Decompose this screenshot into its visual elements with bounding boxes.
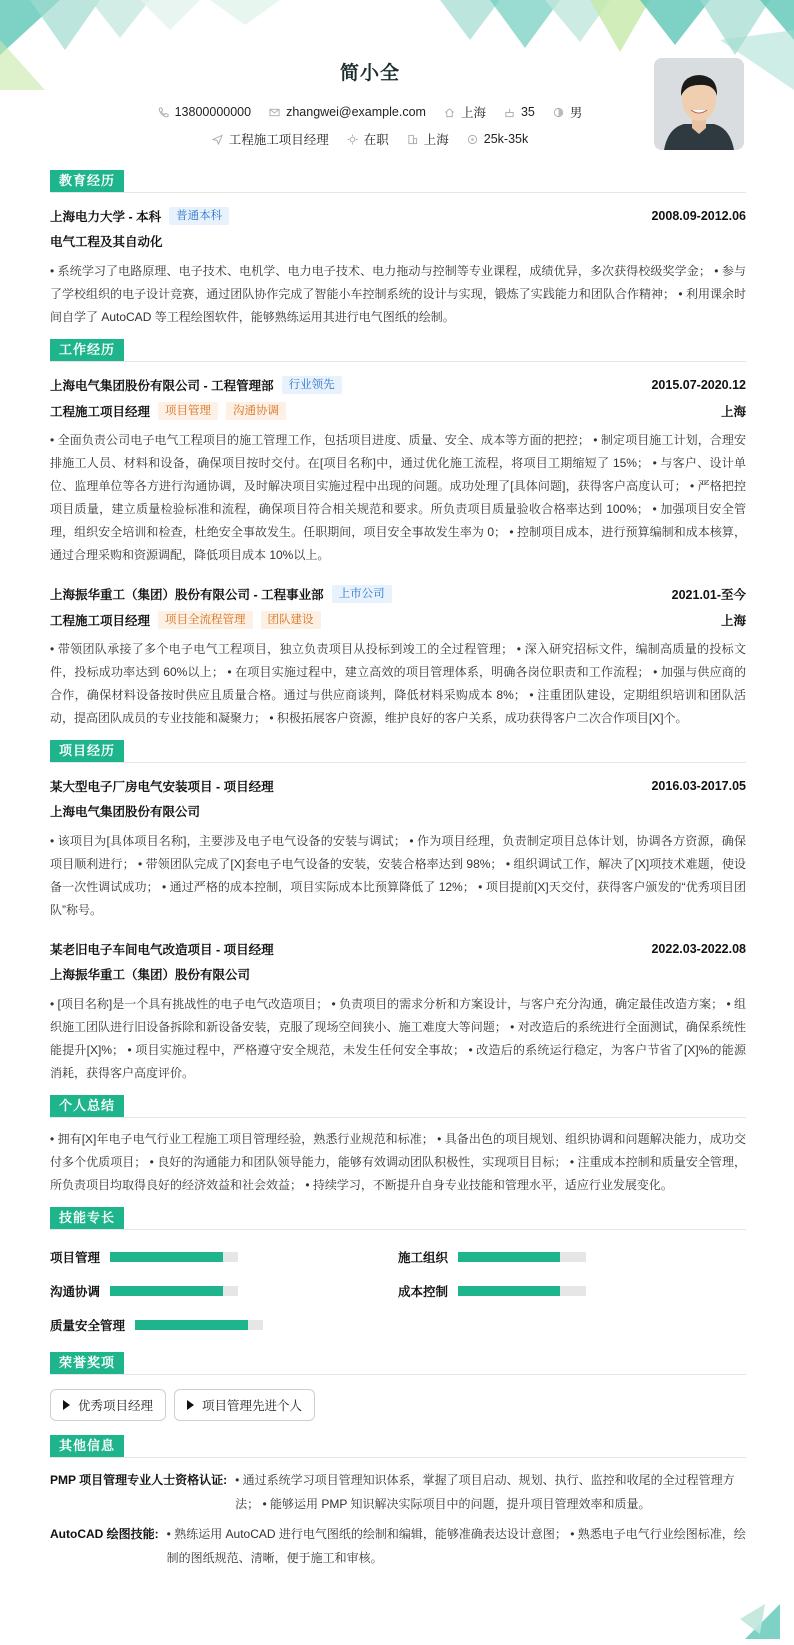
company-name: 上海振华重工（集团）股份有限公司 - 工程事业部: [50, 588, 324, 602]
awards-title: 荣誉奖项: [50, 1352, 124, 1374]
status-icon: [347, 134, 358, 145]
skill-bar-fill: [110, 1252, 223, 1262]
send-icon: [212, 134, 223, 145]
target-city-text: 上海: [423, 133, 449, 147]
education-desc: • 系统学习了电路原理、电子技术、电机学、电力电子技术、电力拖动与控制等专业课程，成绩优异，多次获得校级奖学金； • 参与了学校组织的电子设计竞赛，通过团队协作完成了智能小车控制系统的设计与实现，锻炼了实践能力和团队合作精神； • 利用课余时间自学了 AutoCAD 等工程绘图软件，能够熟练运用其进行电气图纸的绘制。: [50, 264, 746, 324]
phone-text: 13800000000: [174, 105, 252, 119]
salary-text: 25k-35k: [483, 132, 529, 146]
education-header: [50, 170, 746, 193]
other-text: • 通过系统学习项目管理知识体系，掌握了项目启动、规划、执行、监控和收尾的全过程管理方法； • 能够运用 PMP 知识解决实际项目中的问题，提升项目管理效率和质量。: [235, 1473, 735, 1511]
work-date: 2021.01-至今: [671, 588, 746, 602]
skill-bar-fill: [458, 1286, 560, 1296]
skill-bar-fill: [110, 1286, 223, 1296]
work-entry: [50, 372, 746, 567]
summary-header: [50, 1095, 746, 1118]
other-title: 其他信息: [50, 1435, 124, 1457]
education-date: 2008.09-2012.06: [651, 209, 746, 223]
project-company: 上海电气集团股份有限公司: [50, 805, 201, 819]
skill-item: [50, 1308, 398, 1342]
age-info: [504, 105, 535, 119]
education-title: 教育经历: [50, 170, 124, 192]
phone-icon: [158, 107, 169, 118]
work-city: 上海: [720, 405, 746, 419]
skills-title: 技能专长: [50, 1207, 124, 1229]
work-desc: • 全面负责公司电子电气工程项目的施工管理工作，包括项目进度、质量、安全、成本等方面的把控； • 制定项目施工计划，合理安排施工人员、材料和设备，确保项目按时交付。在[项目名称]中，通过优化施工流程，将项目工期缩短了 15%； • 与客户、设计单位、监理单位等各方进行沟通协调，及时解决项目实施过程中出现的问题。成功处理了[具体问题]，获得客户高度认可； • 严格把控项目质量，建立质量检验标准和流程，确保项目符合相关规范和要求。所负责项目质量验收合格率达到 100%； • 加强项目安全管理，组织安全培训和检查，杜绝安全事故发生。任职期间，项目安全事故发生率为 0； • 控制项目成本，进行预算编制和成本核算，通过合理采购和资源调配，降低项目成本 10%以上。: [50, 433, 746, 562]
avatar: [654, 58, 744, 150]
skill-tag: 项目管理: [158, 402, 218, 420]
play-icon: [63, 1400, 70, 1410]
position-info: [212, 130, 329, 148]
skill-tag: 团队建设: [261, 611, 321, 629]
school-name: 上海电力大学 - 本科: [50, 210, 162, 224]
project-name: 某老旧电子车间电气改造项目 - 项目经理: [50, 943, 274, 957]
work-city: 上海: [720, 614, 746, 628]
avatar-photo: [654, 58, 744, 150]
project-date: 2022.03-2022.08: [651, 942, 746, 956]
target-city-info: [407, 130, 449, 148]
major-name: 电气工程及其自动化: [50, 235, 163, 249]
job-intent-row: [0, 130, 740, 148]
salary-info: [467, 132, 528, 146]
home-icon: [444, 107, 455, 118]
work-desc: • 带领团队承接了多个电子电气工程项目，独立负责项目从投标到竣工的全过程管理； • 深入研究招标文件，编制高质量的投标文件，投标成功率达到 60%以上； • 在项目实施过程中，建立高效的项目管理体系，明确各岗位职责和工作流程； • 加强与供应商的合作，确保材料设备按时供应且质量合格。通过与供应商谈判，降低材料采购成本 8%； • 注重团队建设，定期组织培训和团队活动，提高团队成员的专业技能和凝聚力； • 积极拓展客户资源，维护良好的客户关系，成功获得客户二次合作项目[X]个。: [50, 642, 746, 725]
skill-bar: [458, 1252, 586, 1262]
work-date: 2015.07-2020.12: [651, 378, 746, 392]
award-label: 项目管理先进个人: [202, 1399, 303, 1413]
project-desc: • [项目名称]是一个具有挑战性的电子电气改造项目； • 负责项目的需求分析和方案设计，与客户充分沟通，确定最佳改造方案； • 组织施工团队进行旧设备拆除和新设备安装，克服了现场空间狭小、施工难度大等问题； • 对改造后的系统进行全面测试，确保系统性能提升[X]%； • 项目实施过程中，严格遵守安全规范，未发生任何安全事故； • 改造后的系统运行稳定，为客户节省了[X]%的能源消耗，获得客户高度评价。: [50, 997, 746, 1080]
award-item: [50, 1389, 166, 1421]
skills-list: [50, 1240, 746, 1342]
cake-icon: [504, 107, 515, 118]
project-section: [50, 740, 746, 1085]
summary-title: 个人总结: [50, 1095, 124, 1117]
location-text: 上海: [460, 106, 486, 120]
skill-tag: 项目全流程管理: [158, 611, 253, 629]
skill-item: [50, 1240, 398, 1274]
gender-info: [553, 103, 583, 121]
contact-row: [0, 103, 740, 121]
skill-bar: [458, 1286, 586, 1296]
skill-label: 质量安全管理: [50, 1319, 126, 1333]
skill-item: [398, 1274, 746, 1308]
footer-decoration: [740, 1599, 780, 1639]
skill-item: [398, 1240, 746, 1274]
award-item: [174, 1389, 315, 1421]
project-company: 上海振华重工（集团）股份有限公司: [50, 968, 251, 982]
project-entry: [50, 936, 746, 1085]
skill-label: 成本控制: [398, 1285, 449, 1299]
work-section: [50, 339, 746, 730]
email-text: zhangwei@example.com: [286, 105, 426, 119]
work-title: 工作经历: [50, 339, 124, 361]
award-label: 优秀项目经理: [78, 1399, 154, 1413]
status-info: [347, 130, 389, 148]
work-entry: [50, 581, 746, 730]
skill-bar-fill: [135, 1320, 248, 1330]
gender-text: 男: [569, 106, 583, 120]
skill-label: 沟通协调: [50, 1285, 101, 1299]
other-item: [50, 1522, 746, 1570]
play-icon: [187, 1400, 194, 1410]
job-role: 工程施工项目经理: [50, 614, 151, 628]
project-title: 项目经历: [50, 740, 124, 762]
awards-section: [50, 1352, 746, 1421]
project-entry: [50, 773, 746, 922]
work-header: [50, 339, 746, 362]
skill-bar-fill: [458, 1252, 560, 1262]
location-info: [444, 103, 486, 121]
skill-bar: [110, 1252, 238, 1262]
other-section: [50, 1435, 746, 1570]
skill-bar: [135, 1320, 263, 1330]
status-text: 在职: [363, 133, 389, 147]
other-label: PMP 项目管理专业人士资格认证:: [50, 1473, 228, 1487]
education-section: [50, 170, 746, 329]
skill-label: 项目管理: [50, 1251, 101, 1265]
degree-tag: 普通本科: [169, 207, 229, 225]
skill-item: [50, 1274, 398, 1308]
company-tag: 上市公司: [332, 585, 392, 603]
awards-list: [50, 1385, 746, 1421]
candidate-name: 简小全: [339, 63, 400, 84]
other-label: AutoCAD 绘图技能:: [50, 1527, 159, 1541]
phone-info: [158, 105, 251, 119]
resume-header: [0, 0, 794, 160]
skills-header: [50, 1207, 746, 1230]
other-text: • 熟练运用 AutoCAD 进行电气图纸的绘制和编辑，能够准确表达设计意图； • 熟悉电子电气行业绘图标准，绘制的图纸规范、清晰，便于施工和审核。: [166, 1527, 746, 1565]
project-name: 某大型电子厂房电气安装项目 - 项目经理: [50, 780, 274, 794]
gender-icon: [553, 107, 564, 118]
job-role: 工程施工项目经理: [50, 405, 151, 419]
summary-section: [50, 1095, 746, 1197]
skill-tag: 沟通协调: [226, 402, 286, 420]
project-header: [50, 740, 746, 763]
company-tag: 行业领先: [282, 376, 342, 394]
skill-bar: [110, 1286, 238, 1296]
summary-text: • 拥有[X]年电子电气行业工程施工项目管理经验，熟悉行业规范和标准； • 具备出色的项目规划、组织协调和问题解决能力，成功交付多个优质项目； • 良好的沟通能力和团队领导能力，能够有效调动团队积极性，实现项目目标； • 注重成本控制和质量安全管理，所负责项目均取得良好的经济效益和社会效益； • 持续学习，不断提升自身专业技能和管理水平，适应行业发展变化。: [50, 1132, 746, 1192]
mail-icon: [269, 107, 280, 118]
other-item: [50, 1468, 746, 1516]
building-icon: [407, 134, 418, 145]
other-header: [50, 1435, 746, 1458]
project-date: 2016.03-2017.05: [651, 779, 746, 793]
company-name: 上海电气集团股份有限公司 - 工程管理部: [50, 379, 274, 393]
awards-header: [50, 1352, 746, 1375]
project-desc: • 该项目为[具体项目名称]，主要涉及电子电气设备的安装与调试； • 作为项目经理，负责制定项目总体计划，协调各方资源，确保项目顺利进行； • 带领团队完成了[X]套电子电气设备的安装，安装合格率达到 98%； • 组织调试工作，解决了[X]项技术难题，使设备一次性调试成功； • 通过严格的成本控制，项目实际成本比预算降低了 12%； • 项目提前[X]天交付，获得客户颁发的“优秀项目团队”称号。: [50, 834, 746, 917]
position-text: 工程施工项目经理: [228, 133, 329, 147]
email-info: [269, 105, 426, 119]
coin-icon: [467, 134, 478, 145]
skill-label: 施工组织: [398, 1251, 449, 1265]
age-text: 35: [520, 105, 535, 119]
education-entry: [50, 203, 746, 329]
skills-section: [50, 1207, 746, 1342]
